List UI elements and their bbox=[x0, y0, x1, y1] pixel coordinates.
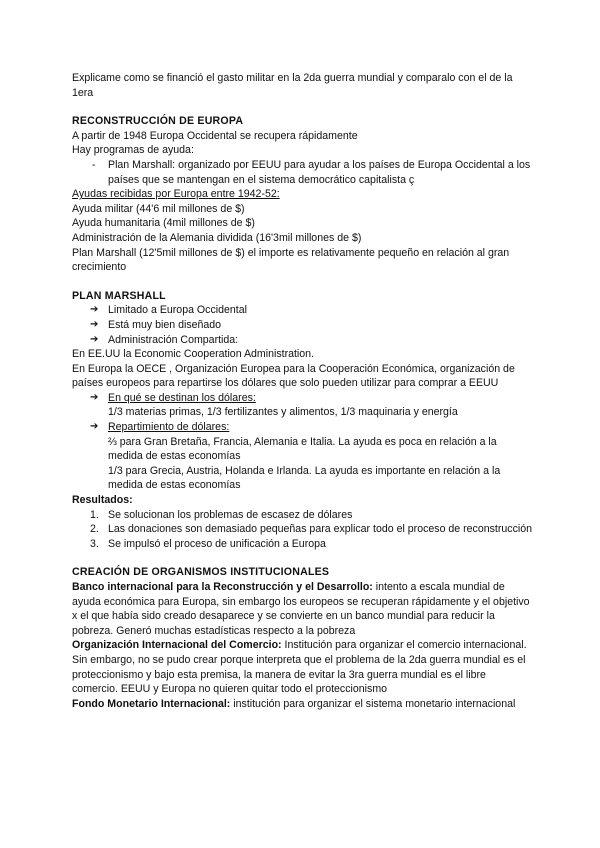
admin-us: En EE.UU la Economic Cooperation Administration. bbox=[72, 348, 315, 361]
banco-paragraph bbox=[72, 580, 534, 638]
marshall-point bbox=[72, 318, 534, 333]
destino-text: 1/3 materias primas, 1/3 fertilizantes y alimentos, 1/3 maquinaria y energía bbox=[108, 406, 458, 419]
resultado-item bbox=[72, 537, 534, 552]
ayuda-line: Ayuda militar (44'6 mil millones de $) bbox=[72, 202, 245, 215]
resultado-text: Se solucionan los problemas de escasez de dólares bbox=[108, 508, 353, 521]
section-plan-marshall bbox=[72, 289, 534, 552]
document-page bbox=[72, 71, 534, 725]
banco-label: Banco internacional para la Reconstrucción y el Desarrollo: bbox=[72, 581, 373, 593]
section-reconstruccion bbox=[72, 114, 534, 275]
fmi-paragraph bbox=[72, 697, 534, 712]
arrow-icon: ➔ bbox=[90, 421, 99, 433]
reparto-heading-row bbox=[72, 420, 534, 435]
destino-heading-row bbox=[72, 391, 534, 406]
ayuda-line: Plan Marshall (12'5mil millones de $) el importe es relativamente pequeño en relación al gran crecimiento bbox=[72, 246, 510, 274]
organismos-title: CREACIÓN DE ORGANISMOS INSTITUCIONALES bbox=[72, 566, 330, 579]
destino-heading: En qué se destinan los dólares: bbox=[108, 391, 256, 404]
dash-marker: - bbox=[92, 158, 96, 171]
ayudas-heading: Ayudas recibidas por Europa entre 1942-52: bbox=[72, 188, 280, 201]
marshall-title: PLAN MARSHALL bbox=[72, 289, 166, 302]
marshall-point-text: Administración Compartida: bbox=[108, 333, 239, 346]
banco-text: intento a escala mundial de ayuda económica para Europa, sin embargo los europeos se recuperan rápidamente y el objetivo x el que había sido creado desaparece y se convierte en un banco mundial para reducir la pobreza. Generó muchas estadísticas respecto a la pobreza bbox=[72, 581, 530, 637]
resultado-number: 2. bbox=[90, 523, 99, 536]
ayuda-line: Ayuda humanitaria (4mil millones de $) bbox=[72, 217, 255, 230]
admin-eu: En Europa la OECE , Organización Europea para la Cooperación Económica, organización de países europeos para repartirse los dólares que solo pueden utilizar para comprar a EEUU bbox=[72, 362, 515, 390]
resultado-number: 3. bbox=[90, 537, 99, 550]
arrow-icon: ➔ bbox=[90, 333, 99, 345]
resultado-item bbox=[72, 522, 534, 537]
arrow-icon: ➔ bbox=[90, 304, 99, 316]
marshall-point-text: Limitado a Europa Occidental bbox=[108, 304, 247, 317]
resultado-number: 1. bbox=[90, 508, 99, 521]
resultado-item bbox=[72, 508, 534, 523]
omc-paragraph bbox=[72, 638, 534, 696]
plan-marshall-bullet-text: Plan Marshall: organizado por EEUU para ayudar a los países de Europa Occidental a los países que se mantengan en el sistema democrático capitalista ç bbox=[108, 158, 531, 186]
reparto-heading: Repartimiento de dólares: bbox=[108, 421, 230, 434]
resultado-text: Las donaciones son demasiado pequeñas para explicar todo el proceso de reconstrucción bbox=[108, 523, 533, 536]
resultados-heading: Resultados: bbox=[72, 494, 133, 507]
plan-marshall-bullet bbox=[72, 158, 534, 187]
reconstruccion-line2: Hay programas de ayuda: bbox=[72, 144, 194, 157]
fmi-text: institución para organizar el sistema monetario internacional bbox=[230, 697, 516, 710]
marshall-point bbox=[72, 333, 534, 348]
fmi-label: Fondo Monetario Internacional: bbox=[72, 697, 231, 710]
arrow-icon: ➔ bbox=[90, 391, 99, 403]
resultado-text: Se impulsó el proceso de unificación a Europa bbox=[108, 537, 326, 550]
reparto-text-2: 1/3 para Grecia, Austria, Holanda e Irlanda. La ayuda es importante en relación a la medida de estas economías bbox=[108, 464, 501, 492]
reparto-text-1: ⅔ para Gran Bretaña, Francia, Alemania e Italia. La ayuda es poca en relación a la medida de estas economías bbox=[108, 435, 497, 463]
ayuda-line: Administración de la Alemania dividida (16'3mil millones de $) bbox=[72, 231, 362, 244]
intro-question: Explicame como se financió el gasto militar en la 2da guerra mundial y comparalo con el de la 1era bbox=[72, 72, 513, 99]
reconstruccion-title: RECONSTRUCCIÓN DE EUROPA bbox=[72, 115, 244, 128]
arrow-icon: ➔ bbox=[90, 318, 99, 330]
marshall-point bbox=[72, 303, 534, 318]
omc-text: Institución para organizar el comercio internacional. Sin embargo, no se pudo crear porque interpreta que el problema de la 2da guerra mundial es el proteccionismo y bajo esta premisa, la manera de evitar la 3ra guerra mundial es el libre comercio. EEUU y Europa no quieren quitar todo el proteccionismo bbox=[72, 639, 527, 696]
omc-label: Organización Internacional del Comercio: bbox=[72, 639, 282, 652]
reconstruccion-line1: A partir de 1948 Europa Occidental se recupera rápidamente bbox=[72, 129, 358, 142]
section-organismos bbox=[72, 565, 534, 711]
marshall-point-text: Está muy bien diseñado bbox=[108, 318, 222, 331]
